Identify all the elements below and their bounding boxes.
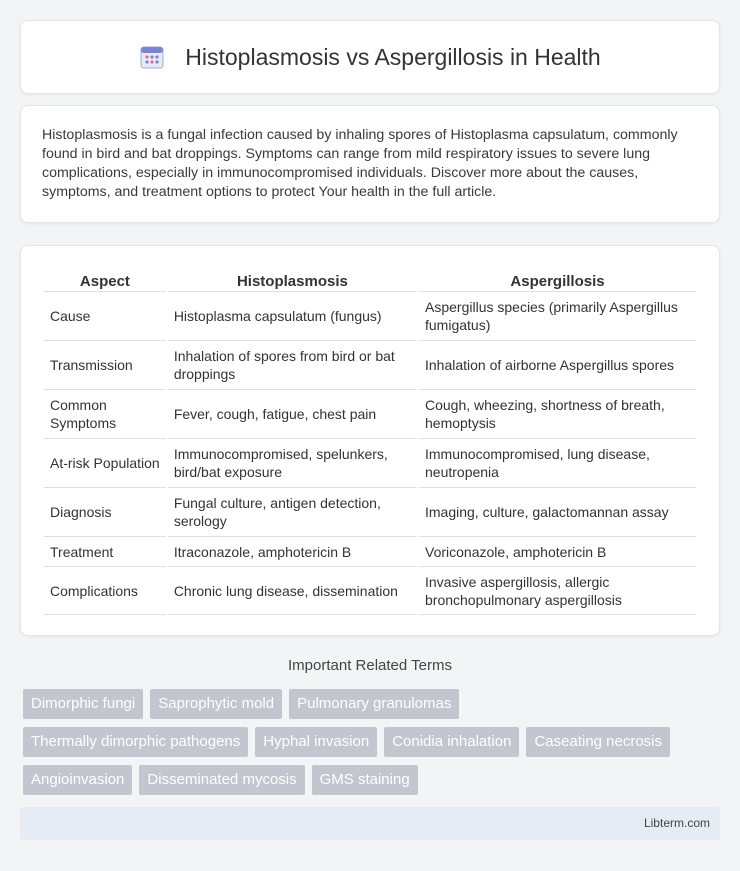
table-row bbox=[44, 487, 696, 536]
table-row bbox=[44, 536, 696, 566]
tag-thermally-dimorphic-pathogens[interactable]: Thermally dimorphic pathogens bbox=[23, 727, 248, 757]
header-histoplasmosis: Histoplasmosis bbox=[236, 273, 348, 290]
row-histoplasmosis: Fever, cough, fatigue, chest pain bbox=[168, 389, 417, 438]
tag-row bbox=[23, 689, 723, 719]
row-histoplasmosis: Inhalation of spores from bird or bat droppings bbox=[168, 340, 417, 389]
row-aspergillosis: Aspergillus species (primarily Aspergillus fumigatus) bbox=[419, 291, 696, 340]
row-aspergillosis: Invasive aspergillosis, allergic bronchopulmonary aspergillosis bbox=[419, 566, 696, 615]
row-aspergillosis: Cough, wheezing, shortness of breath, hemoptysis bbox=[419, 389, 696, 438]
row-aspect: Transmission bbox=[44, 340, 166, 389]
row-aspect: At-risk Population bbox=[44, 438, 166, 487]
table-row bbox=[44, 566, 696, 615]
tag-conidia-inhalation[interactable]: Conidia inhalation bbox=[384, 727, 519, 757]
header-aspect: Aspect bbox=[79, 273, 130, 290]
row-aspect: Common Symptoms bbox=[44, 389, 166, 438]
table-row bbox=[44, 291, 696, 340]
comparison-table bbox=[42, 268, 698, 615]
tag-pulmonary-granulomas[interactable]: Pulmonary granulomas bbox=[289, 689, 459, 719]
related-terms bbox=[23, 689, 723, 803]
tag-row bbox=[23, 727, 723, 757]
page-title: Histoplasmosis vs Aspergillosis in Health bbox=[185, 43, 601, 70]
table-row bbox=[44, 389, 696, 438]
row-histoplasmosis: Chronic lung disease, dissemination bbox=[168, 566, 417, 615]
related-terms-title: Important Related Terms bbox=[288, 657, 452, 674]
row-aspect: Treatment bbox=[44, 536, 166, 566]
header-card bbox=[20, 20, 720, 94]
row-aspect: Diagnosis bbox=[44, 487, 166, 536]
row-histoplasmosis: Histoplasma capsulatum (fungus) bbox=[168, 291, 417, 340]
table-row bbox=[44, 340, 696, 389]
row-histoplasmosis: Itraconazole, amphotericin B bbox=[168, 536, 417, 566]
footer bbox=[20, 807, 720, 840]
row-histoplasmosis: Immunocompromised, spelunkers, bird/bat exposure bbox=[168, 438, 417, 487]
tag-gms-staining[interactable]: GMS staining bbox=[312, 765, 418, 795]
table-header-row bbox=[44, 268, 696, 291]
tag-hyphal-invasion[interactable]: Hyphal invasion bbox=[255, 727, 377, 757]
tag-dimorphic-fungi[interactable]: Dimorphic fungi bbox=[23, 689, 143, 719]
row-aspergillosis: Immunocompromised, lung disease, neutropenia bbox=[419, 438, 696, 487]
row-aspect: Complications bbox=[44, 566, 166, 615]
calendar-icon bbox=[139, 44, 165, 70]
row-aspergillosis: Inhalation of airborne Aspergillus spores bbox=[419, 340, 696, 389]
tag-angioinvasion[interactable]: Angioinvasion bbox=[23, 765, 132, 795]
row-aspergillosis: Voriconazole, amphotericin B bbox=[419, 536, 696, 566]
tag-caseating-necrosis[interactable]: Caseating necrosis bbox=[526, 727, 670, 757]
tag-row bbox=[23, 765, 723, 795]
tag-disseminated-mycosis[interactable]: Disseminated mycosis bbox=[139, 765, 304, 795]
header-aspergillosis: Aspergillosis bbox=[510, 273, 605, 290]
row-histoplasmosis: Fungal culture, antigen detection, serology bbox=[168, 487, 417, 536]
table-row bbox=[44, 438, 696, 487]
row-aspergillosis: Imaging, culture, galactomannan assay bbox=[419, 487, 696, 536]
intro-text: Histoplasmosis is a fungal infection caused by inhaling spores of Histoplasma capsulatum, commonly found in bird and bat droppings. Symptoms can range from mild respiratory issues to severe lung complications, especially in immunocompromised individuals. Discover more about the causes, symptoms, and treatment options to protect Your health in the full article. bbox=[42, 127, 678, 200]
intro-card bbox=[20, 105, 720, 223]
row-aspect: Cause bbox=[44, 291, 166, 340]
footer-link[interactable]: Libterm.com bbox=[643, 816, 710, 830]
comparison-card bbox=[20, 245, 720, 636]
tag-saprophytic-mold[interactable]: Saprophytic mold bbox=[150, 689, 282, 719]
